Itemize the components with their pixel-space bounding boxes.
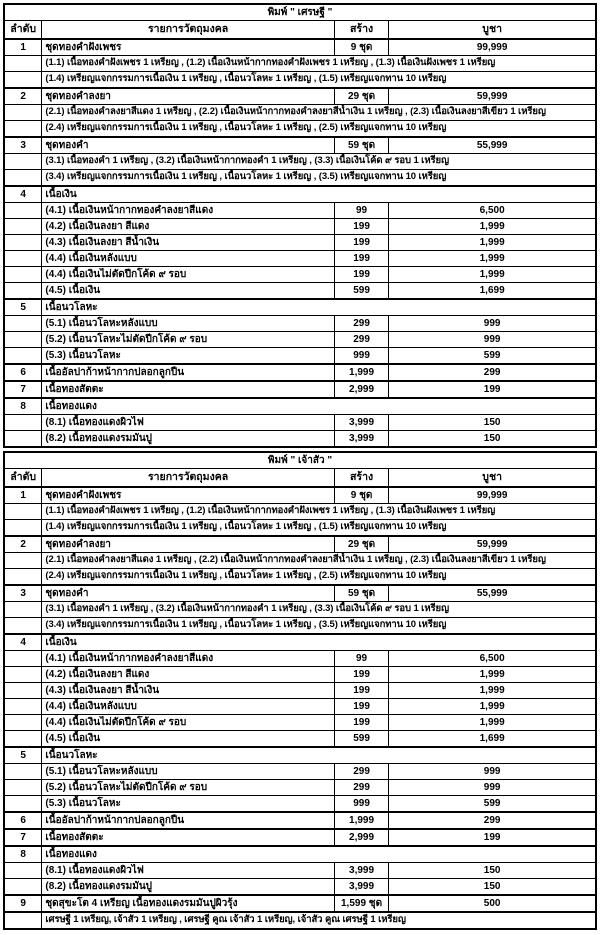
- group-name-cell: เนื้อนวโลหะ: [42, 747, 596, 764]
- footer-note-row: [4, 912, 596, 929]
- detail-text-cell: (1.1) เนื้อทองคำฝังเพชร 1 เหรียญ , (1.2) เนื้อเงินหน้ากากทองคำฝังเพชร 1 เหรียญ , (1.3) เนื้อเงินฝังเพชร 1 เหรียญ: [42, 504, 596, 520]
- price-cell: 299: [389, 812, 596, 829]
- sub-item-row: [4, 667, 596, 683]
- column-header: ลำดับ: [4, 21, 42, 40]
- price-cell: 150: [389, 415, 596, 431]
- jaosua-table: [3, 451, 597, 930]
- row-number-cell: [4, 283, 42, 300]
- row-number-cell: [4, 667, 42, 683]
- table-row: [4, 812, 596, 829]
- detail-span-row: [4, 553, 596, 569]
- sub-item-row: [4, 651, 596, 667]
- item-name-cell: ชุดทองคำ: [42, 137, 334, 154]
- price-cell: 59,999: [389, 536, 596, 553]
- row-number-cell: 6: [4, 812, 42, 829]
- made-count-cell: 199: [334, 699, 388, 715]
- group-name-cell: เนื้อเงิน: [42, 634, 596, 651]
- made-count-cell: 299: [334, 764, 388, 780]
- table-title-row: [4, 452, 596, 469]
- made-count-cell: 199: [334, 267, 388, 283]
- item-name-cell: (4.4) เนื้อเงินหลังแบบ: [42, 699, 334, 715]
- row-number-cell: [4, 780, 42, 796]
- item-name-cell: (5.3) เนื้อนวโลหะ: [42, 796, 334, 813]
- row-number-cell: 5: [4, 299, 42, 316]
- made-count-cell: 299: [334, 780, 388, 796]
- item-name-cell: (4.5) เนื้อเงิน: [42, 283, 334, 300]
- sub-item-row: [4, 699, 596, 715]
- row-number-cell: [4, 618, 42, 635]
- price-cell: 999: [389, 332, 596, 348]
- item-name-cell: (5.1) เนื้อนวโลหะหลังแบบ: [42, 764, 334, 780]
- price-cell: 999: [389, 780, 596, 796]
- sub-item-row: [4, 715, 596, 731]
- price-cell: 1,999: [389, 235, 596, 251]
- group-name-cell: เนื้อทองแดง: [42, 846, 596, 863]
- row-number-cell: 1: [4, 487, 42, 504]
- price-cell: 1,699: [389, 731, 596, 748]
- made-count-cell: 999: [334, 348, 388, 365]
- sub-item-row: [4, 879, 596, 896]
- item-name-cell: (4.1) เนื้อเงินหน้ากากทองคำลงยาสีแดง: [42, 203, 334, 219]
- table-row: [4, 895, 596, 912]
- made-count-cell: 99: [334, 651, 388, 667]
- price-cell: 199: [389, 381, 596, 398]
- item-name-cell: (5.1) เนื้อนวโลหะหลังแบบ: [42, 316, 334, 332]
- item-name-cell: ชุดทองคำลงยา: [42, 536, 334, 553]
- group-name-cell: เนื้อเงิน: [42, 186, 596, 203]
- price-cell: 55,999: [389, 137, 596, 154]
- table-row: [4, 829, 596, 846]
- item-name-cell: (4.3) เนื้อเงินลงยา สีน้ำเงิน: [42, 235, 334, 251]
- item-name-cell: เนื้ออัลปาก้าหน้ากากปลอกลูกปืน: [42, 812, 334, 829]
- made-count-cell: 199: [334, 683, 388, 699]
- row-number-cell: [4, 121, 42, 138]
- price-cell: 1,999: [389, 667, 596, 683]
- detail-span-row: [4, 504, 596, 520]
- row-number-cell: 2: [4, 536, 42, 553]
- detail-text-cell: (3.4) เหรียญแจกกรรมการเนื้อเงิน 1 เหรียญ , เนื้อนวโลหะ 1 เหรียญ , (3.5) เหรียญแจกทาน 10 เหรียญ: [42, 170, 596, 187]
- row-number-cell: [4, 602, 42, 618]
- price-cell: 299: [389, 364, 596, 381]
- row-number-cell: [4, 912, 42, 929]
- detail-text-cell: (3.1) เนื้อทองคำ 1 เหรียญ , (3.2) เนื้อเงินหน้ากากทองคำ 1 เหรียญ , (3.3) เนื้อเงินโค้ด ๙ รอบ 1 เหรียญ: [42, 154, 596, 170]
- price-cell: 1,999: [389, 251, 596, 267]
- table-row: [4, 137, 596, 154]
- detail-span-row: [4, 56, 596, 72]
- item-name-cell: (4.4) เนื้อเงินหลังแบบ: [42, 251, 334, 267]
- made-count-cell: 1,999: [334, 364, 388, 381]
- sub-item-row: [4, 863, 596, 879]
- made-count-cell: 3,999: [334, 863, 388, 879]
- row-number-cell: [4, 569, 42, 586]
- made-count-cell: 599: [334, 731, 388, 748]
- item-name-cell: ชุดทองคำฝังเพชร: [42, 487, 334, 504]
- column-header-row: [4, 469, 596, 488]
- footer-text-cell: เศรษฐี 1 เหรียญ, เจ้าสัว 1 เหรียญ , เศรษฐี คูณ เจ้าสัว 1 เหรียญ, เจ้าสัว คูณ เศรษฐี 1 เหรียญ: [42, 912, 596, 929]
- sub-item-row: [4, 283, 596, 300]
- column-header: บูชา: [389, 469, 596, 488]
- item-name-cell: (5.2) เนื้อนวโลหะไม่ตัดปีกโค้ด ๙ รอบ: [42, 780, 334, 796]
- price-cell: 199: [389, 829, 596, 846]
- item-name-cell: (4.5) เนื้อเงิน: [42, 731, 334, 748]
- detail-text-cell: (3.1) เนื้อทองคำ 1 เหรียญ , (3.2) เนื้อเงินหน้ากากทองคำ 1 เหรียญ , (3.3) เนื้อเงินโค้ด ๙ รอบ 1 เหรียญ: [42, 602, 596, 618]
- table-row: [4, 585, 596, 602]
- group-header-row: [4, 634, 596, 651]
- row-number-cell: [4, 863, 42, 879]
- row-number-cell: 8: [4, 398, 42, 415]
- row-number-cell: [4, 316, 42, 332]
- detail-text-cell: (3.4) เหรียญแจกกรรมการเนื้อเงิน 1 เหรียญ , เนื้อนวโลหะ 1 เหรียญ , (3.5) เหรียญแจกทาน 10 เหรียญ: [42, 618, 596, 635]
- price-cell: 1,999: [389, 683, 596, 699]
- row-number-cell: 4: [4, 186, 42, 203]
- detail-text-cell: (2.1) เนื้อทองคำลงยาสีแดง 1 เหรียญ , (2.2) เนื้อเงินหน้ากากทองคำลงยาสีน้ำเงิน 1 เหรียญ , (2.3) เนื้อเงินลงยาสีเขียว 1 เหรียญ: [42, 105, 596, 121]
- detail-text-cell: (1.4) เหรียญแจกกรรมการเนื้อเงิน 1 เหรียญ , เนื้อนวโลหะ 1 เหรียญ , (1.5) เหรียญแจกทาน 10 เหรียญ: [42, 520, 596, 537]
- made-count-cell: 2,999: [334, 829, 388, 846]
- made-count-cell: 299: [334, 332, 388, 348]
- table-title-row: [4, 4, 596, 21]
- detail-span-row: [4, 618, 596, 635]
- made-count-cell: 2,999: [334, 381, 388, 398]
- sub-item-row: [4, 415, 596, 431]
- made-count-cell: 1,599 ชุด: [334, 895, 388, 912]
- made-count-cell: 59 ชุด: [334, 137, 388, 154]
- column-header: รายการวัตถุมงคล: [42, 21, 334, 40]
- sub-item-row: [4, 780, 596, 796]
- column-header: บูชา: [389, 21, 596, 40]
- detail-text-cell: (2.4) เหรียญแจกกรรมการเนื้อเงิน 1 เหรียญ , เนื้อนวโลหะ 1 เหรียญ , (2.5) เหรียญแจกทาน 10 เหรียญ: [42, 569, 596, 586]
- detail-span-row: [4, 72, 596, 89]
- row-number-cell: 7: [4, 381, 42, 398]
- made-count-cell: 29 ชุด: [334, 536, 388, 553]
- row-number-cell: 9: [4, 895, 42, 912]
- row-number-cell: [4, 651, 42, 667]
- item-name-cell: ชุดทองคำฝังเพชร: [42, 39, 334, 56]
- made-count-cell: 599: [334, 283, 388, 300]
- group-header-row: [4, 299, 596, 316]
- row-number-cell: 6: [4, 364, 42, 381]
- table-row: [4, 536, 596, 553]
- column-header: ลำดับ: [4, 469, 42, 488]
- row-number-cell: 3: [4, 137, 42, 154]
- row-number-cell: [4, 72, 42, 89]
- detail-text-cell: (2.1) เนื้อทองคำลงยาสีแดง 1 เหรียญ , (2.2) เนื้อเงินหน้ากากทองคำลงยาสีน้ำเงิน 1 เหรียญ , (2.3) เนื้อเงินลงยาสีเขียว 1 เหรียญ: [42, 553, 596, 569]
- made-count-cell: 999: [334, 796, 388, 813]
- detail-text-cell: (1.1) เนื้อทองคำฝังเพชร 1 เหรียญ , (1.2) เนื้อเงินหน้ากากทองคำฝังเพชร 1 เหรียญ , (1.3) เนื้อเงินฝังเพชร 1 เหรียญ: [42, 56, 596, 72]
- sub-item-row: [4, 251, 596, 267]
- row-number-cell: [4, 553, 42, 569]
- price-cell: 150: [389, 879, 596, 896]
- price-cell: 6,500: [389, 203, 596, 219]
- detail-span-row: [4, 170, 596, 187]
- row-number-cell: [4, 699, 42, 715]
- made-count-cell: 3,999: [334, 415, 388, 431]
- made-count-cell: 3,999: [334, 431, 388, 448]
- sub-item-row: [4, 332, 596, 348]
- table-row: [4, 88, 596, 105]
- row-number-cell: [4, 731, 42, 748]
- table-row: [4, 381, 596, 398]
- price-cell: 1,999: [389, 715, 596, 731]
- made-count-cell: 1,999: [334, 812, 388, 829]
- table-title: พิมพ์ " เจ้าสัว ": [4, 452, 596, 469]
- made-count-cell: 199: [334, 667, 388, 683]
- made-count-cell: 99: [334, 203, 388, 219]
- row-number-cell: [4, 251, 42, 267]
- setthi-table: [3, 3, 597, 448]
- sub-item-row: [4, 764, 596, 780]
- price-cell: 1,999: [389, 699, 596, 715]
- item-name-cell: (8.2) เนื้อทองแดงรมมันปู: [42, 431, 334, 448]
- column-header: สร้าง: [334, 469, 388, 488]
- item-name-cell: (8.1) เนื้อทองแดงผิวไฟ: [42, 863, 334, 879]
- made-count-cell: 199: [334, 251, 388, 267]
- sub-item-row: [4, 203, 596, 219]
- price-cell: 6,500: [389, 651, 596, 667]
- table-row: [4, 39, 596, 56]
- group-name-cell: เนื้อทองแดง: [42, 398, 596, 415]
- row-number-cell: 2: [4, 88, 42, 105]
- row-number-cell: [4, 332, 42, 348]
- row-number-cell: [4, 170, 42, 187]
- detail-span-row: [4, 105, 596, 121]
- made-count-cell: 199: [334, 219, 388, 235]
- detail-span-row: [4, 602, 596, 618]
- row-number-cell: [4, 56, 42, 72]
- row-number-cell: 8: [4, 846, 42, 863]
- sub-item-row: [4, 316, 596, 332]
- row-number-cell: [4, 879, 42, 896]
- row-number-cell: [4, 504, 42, 520]
- table-row: [4, 487, 596, 504]
- price-cell: 1,999: [389, 267, 596, 283]
- price-cell: 500: [389, 895, 596, 912]
- group-header-row: [4, 186, 596, 203]
- item-name-cell: (4.2) เนื้อเงินลงยา สีแดง: [42, 667, 334, 683]
- row-number-cell: [4, 796, 42, 813]
- row-number-cell: [4, 235, 42, 251]
- table-row: [4, 364, 596, 381]
- row-number-cell: 7: [4, 829, 42, 846]
- sub-item-row: [4, 683, 596, 699]
- row-number-cell: [4, 219, 42, 235]
- item-name-cell: ชุดทองคำ: [42, 585, 334, 602]
- sub-item-row: [4, 348, 596, 365]
- item-name-cell: (4.3) เนื้อเงินลงยา สีน้ำเงิน: [42, 683, 334, 699]
- group-header-row: [4, 747, 596, 764]
- row-number-cell: [4, 520, 42, 537]
- made-count-cell: 199: [334, 235, 388, 251]
- row-number-cell: [4, 715, 42, 731]
- sub-item-row: [4, 731, 596, 748]
- sub-item-row: [4, 796, 596, 813]
- sub-item-row: [4, 267, 596, 283]
- price-cell: 150: [389, 863, 596, 879]
- detail-span-row: [4, 520, 596, 537]
- item-name-cell: (8.1) เนื้อทองแดงผิวไฟ: [42, 415, 334, 431]
- price-cell: 99,999: [389, 39, 596, 56]
- item-name-cell: (4.4) เนื้อเงินไม่ตัดปีกโค้ด ๙ รอบ: [42, 715, 334, 731]
- item-name-cell: ชุดสุขะโต 4 เหรียญ เนื้อทองแดงรมมันปูผิวรุ้ง: [42, 895, 334, 912]
- sub-item-row: [4, 235, 596, 251]
- item-name-cell: (8.2) เนื้อทองแดงรมมันปู: [42, 879, 334, 896]
- group-header-row: [4, 398, 596, 415]
- column-header-row: [4, 21, 596, 40]
- price-cell: 150: [389, 431, 596, 448]
- price-cell: 999: [389, 316, 596, 332]
- made-count-cell: 9 ชุด: [334, 39, 388, 56]
- detail-text-cell: (1.4) เหรียญแจกกรรมการเนื้อเงิน 1 เหรียญ , เนื้อนวโลหะ 1 เหรียญ , (1.5) เหรียญแจกทาน 10 เหรียญ: [42, 72, 596, 89]
- row-number-cell: [4, 431, 42, 448]
- made-count-cell: 199: [334, 715, 388, 731]
- made-count-cell: 3,999: [334, 879, 388, 896]
- row-number-cell: [4, 764, 42, 780]
- price-cell: 599: [389, 796, 596, 813]
- item-name-cell: (5.2) เนื้อนวโลหะไม่ตัดปีกโค้ด ๙ รอบ: [42, 332, 334, 348]
- sub-item-row: [4, 431, 596, 448]
- column-header: รายการวัตถุมงคล: [42, 469, 334, 488]
- detail-span-row: [4, 121, 596, 138]
- column-header: สร้าง: [334, 21, 388, 40]
- row-number-cell: [4, 105, 42, 121]
- item-name-cell: ชุดทองคำลงยา: [42, 88, 334, 105]
- row-number-cell: [4, 267, 42, 283]
- made-count-cell: 59 ชุด: [334, 585, 388, 602]
- made-count-cell: 29 ชุด: [334, 88, 388, 105]
- sub-item-row: [4, 219, 596, 235]
- price-cell: 99,999: [389, 487, 596, 504]
- price-cell: 59,999: [389, 88, 596, 105]
- row-number-cell: 1: [4, 39, 42, 56]
- detail-span-row: [4, 569, 596, 586]
- row-number-cell: [4, 348, 42, 365]
- row-number-cell: 5: [4, 747, 42, 764]
- item-name-cell: (5.3) เนื้อนวโลหะ: [42, 348, 334, 365]
- item-name-cell: (4.4) เนื้อเงินไม่ตัดปีกโค้ด ๙ รอบ: [42, 267, 334, 283]
- made-count-cell: 9 ชุด: [334, 487, 388, 504]
- group-name-cell: เนื้อนวโลหะ: [42, 299, 596, 316]
- price-cell: 1,999: [389, 219, 596, 235]
- price-cell: 1,699: [389, 283, 596, 300]
- row-number-cell: [4, 154, 42, 170]
- row-number-cell: [4, 683, 42, 699]
- row-number-cell: 3: [4, 585, 42, 602]
- detail-span-row: [4, 154, 596, 170]
- row-number-cell: [4, 415, 42, 431]
- group-header-row: [4, 846, 596, 863]
- made-count-cell: 299: [334, 316, 388, 332]
- item-name-cell: เนื้อทองสัตตะ: [42, 381, 334, 398]
- price-cell: 999: [389, 764, 596, 780]
- table-title: พิมพ์ " เศรษฐี ": [4, 4, 596, 21]
- price-cell: 599: [389, 348, 596, 365]
- item-name-cell: (4.1) เนื้อเงินหน้ากากทองคำลงยาสีแดง: [42, 651, 334, 667]
- item-name-cell: (4.2) เนื้อเงินลงยา สีแดง: [42, 219, 334, 235]
- row-number-cell: 4: [4, 634, 42, 651]
- item-name-cell: เนื้อทองสัตตะ: [42, 829, 334, 846]
- price-cell: 55,999: [389, 585, 596, 602]
- item-name-cell: เนื้ออัลปาก้าหน้ากากปลอกลูกปืน: [42, 364, 334, 381]
- detail-text-cell: (2.4) เหรียญแจกกรรมการเนื้อเงิน 1 เหรียญ , เนื้อนวโลหะ 1 เหรียญ , (2.5) เหรียญแจกทาน 10 เหรียญ: [42, 121, 596, 138]
- row-number-cell: [4, 203, 42, 219]
